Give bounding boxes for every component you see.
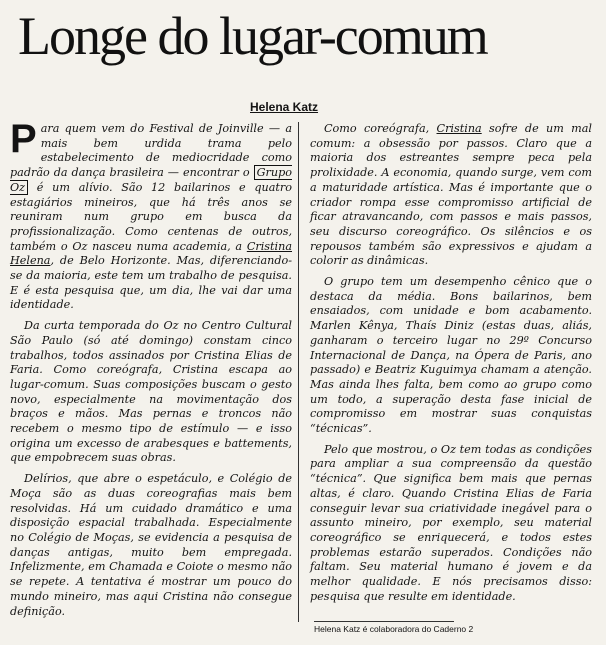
boxed-name: Grupo Oz: [10, 166, 292, 194]
text-run: é um alívio. São 12 bailarinos e quatro estagiários mineiros, que há três anos se reuniram num grupo em busca da profissionalização. Como centenas de outros, também o Oz nasceu numa academia, a: [10, 180, 292, 253]
text-run: sofre de um mal comum: a obsessão por passos. Claro que a maioria dos estreantes sempre peca pela prolixidade. A economia, quando surge, vem com a maturidade artística. Mas é importante que o criador rompa esse compromisso artificial de ficar atravancando, com passos e mais passos, seu discurso coreográfico. Os silêncios e os repousos também são expressivos e ajudam a colorir as dinâmicas.: [310, 122, 592, 268]
underlined-name: Cristina Helena: [10, 239, 292, 268]
column-divider: [298, 122, 299, 622]
text-run: ara quem vem do Festival de Joinville — a mais bem urdida trama pelo estabelecimento de mediocridade como padrão da dança brasileira — encontrar o: [10, 122, 292, 180]
footnote: Helena Katz é colaboradora do Caderno 2: [314, 624, 474, 634]
headline: Longe do lugar-comum: [18, 6, 487, 66]
footnote-rule: [314, 621, 454, 622]
underlined-name: Cristina: [436, 122, 482, 135]
column-left: [10, 117, 292, 625]
drop-cap: P: [10, 117, 37, 161]
text-run: Como coreógrafa,: [324, 122, 437, 135]
paragraph-6: Pelo que mostrou, o Oz tem todas as condições para ampliar a sua compreensão da questão “técnica”. Que significa bem mais que pernas altas, é claro. Quando Cristina Elias de Faria conseguir levar sua criatividade inegável para o assunto mineiro, por exemplo, seu material coreográfico se enriquecerá, e todos estes problemas estarão superados. Condições não faltam. Seu material humano é jovem e da melhor qualidade. E nós precisamos disso: pesquisa que resulte em identidade.: [310, 442, 592, 603]
paragraph-1: [10, 117, 292, 313]
byline: Helena Katz: [250, 100, 319, 114]
paragraph-5: O grupo tem um desempenho cênico que o destaca da média. Bons bailarinos, bem ensaiados, com unidade e bom acabamento. Marlen Kênya, Thaís Diniz (estas duas, aliás, ganharam o terceiro lugar no 29º Concurso Internacional de Dança, na Ópera de Paris, ano passado) e Beatriz Kuguimya chamam a atenção. Mas ainda lhes falta, bem como ao grupo como um todo, a superação desta fase inicial de compromisso em mostrar suas conquistas “técnicas”.: [310, 275, 592, 436]
paragraph-4: [310, 122, 592, 269]
paragraph-2: Da curta temporada do Oz no Centro Cultural São Paulo (só até domingo) constam cinco trabalhos, todos assinados por Cristina Elias de Faria. Como coreógrafa, Cristina escapa ao lugar-comum. Suas composições buscam o gesto novo, especialmente na movimentação dos braços e mãos. Mas pernas e troncos não recebem o mesmo tipo de estímulo — e isso origina um excesso de arabesques e battements, que empobrecem suas obras.: [10, 319, 292, 465]
paragraph-3: Delírios, que abre o espetáculo, e Colégio de Moça são as duas coreografias mais bem resolvidas. Há um cuidado dramático e uma disposição espacial trabalhada. Especialmente no Colégio de Moças, se evidencia a pesquisa de danças antigas, muito bem empregada. Infelizmente, em Chamada e Coiote o mesmo não se repete. A tentativa é mostrar um pouco do mundo mineiro, mas aqui Cristina não consegue definição.: [10, 472, 292, 618]
text-run: , de Belo Horizonte. Mas, diferenciando-se da maioria, este tem um trabalho de pesquisa. E é esta pesquisa que, um dia, lhe vai dar uma identidade.: [10, 254, 292, 312]
column-right: [310, 122, 592, 611]
